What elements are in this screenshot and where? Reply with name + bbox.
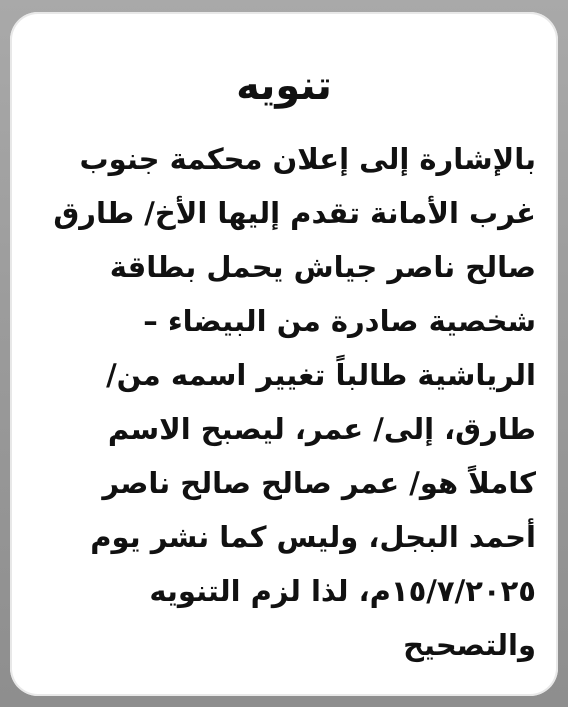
notice-line: بالإشارة إلى إعلان محكمة جنوب [79, 142, 536, 176]
notice-line: غرب الأمانة تقدم إليها الأخ/ طارق [53, 196, 536, 230]
notice-body [32, 132, 536, 672]
notice-line: شخصية صادرة من البيضاء – [143, 304, 536, 338]
notice-line: كاملاً هو/ عمر صالح صالح ناصر [102, 466, 536, 500]
notice-line: أحمد البجل، وليس كما نشر يوم [90, 520, 536, 554]
notice-title: تنويه [236, 63, 332, 109]
notice-card [10, 12, 558, 696]
notice-line: ١٥/٧/٢٠٢٥م، لذا لزم التنويه [149, 574, 536, 608]
notice-line: صالح ناصر جياش يحمل بطاقة [109, 250, 536, 284]
notice-line: طارق، إلى/ عمر، ليصبح الاسم [107, 412, 536, 446]
notice-line: الرياشية طالباً تغيير اسمه من/ [106, 358, 536, 392]
notice-line: والتصحيح [403, 628, 536, 662]
